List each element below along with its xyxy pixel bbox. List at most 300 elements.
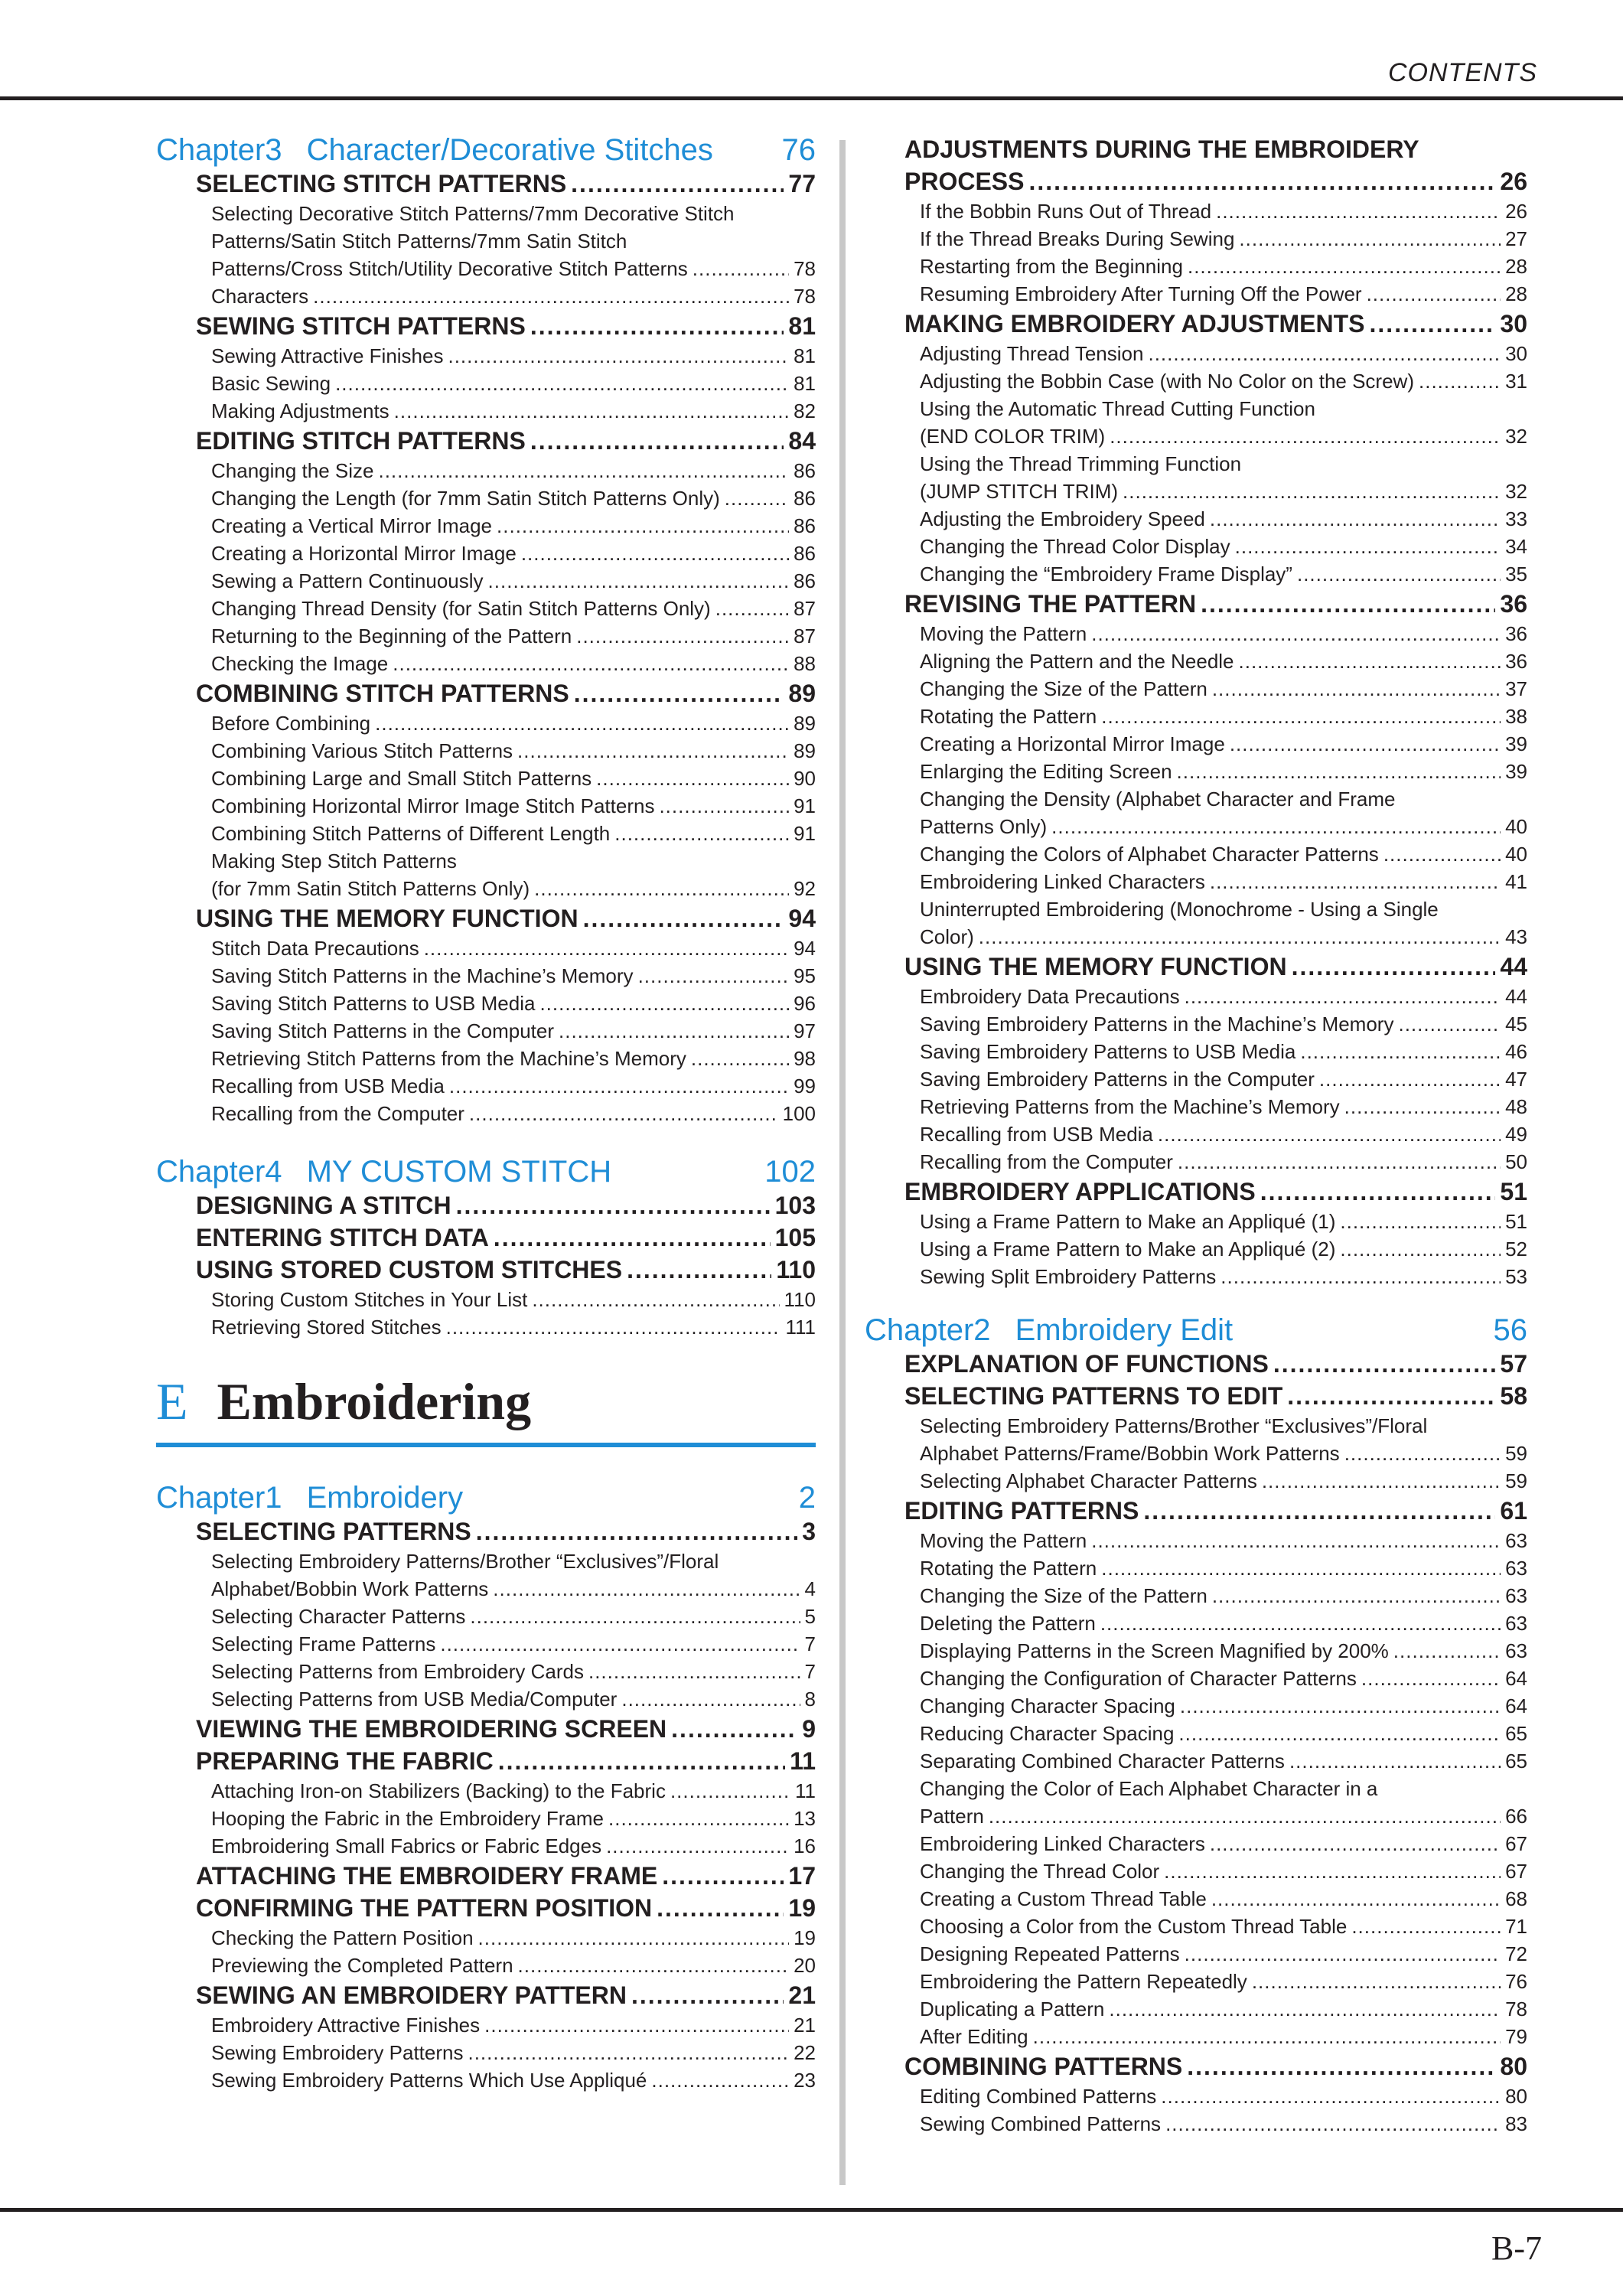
- section-page: 19: [788, 1894, 816, 1922]
- toc-item[interactable]: [196, 397, 816, 425]
- toc-item[interactable]: [196, 934, 816, 962]
- item-title: Previewing the Completed Pattern: [211, 1954, 513, 1977]
- toc-item[interactable]: [196, 1313, 816, 1341]
- toc-item[interactable]: [904, 2023, 1527, 2050]
- toc-item[interactable]: [904, 197, 1527, 225]
- item-title: Embroidering the Pattern Repeatedly: [920, 1970, 1247, 1993]
- toc-item[interactable]: [904, 1065, 1527, 1093]
- dot-leader: [574, 677, 784, 709]
- toc-section[interactable]: [196, 677, 816, 709]
- item-page: 16: [794, 1835, 816, 1857]
- dot-leader: [576, 622, 789, 650]
- dot-leader: [1187, 2050, 1495, 2082]
- toc-item[interactable]: [904, 675, 1527, 703]
- section-page: 89: [788, 680, 816, 707]
- dot-leader: [448, 342, 789, 370]
- item-title: Adjusting the Embroidery Speed: [920, 507, 1205, 530]
- item-page: 50: [1505, 1150, 1527, 1173]
- section-title: PREPARING THE FABRIC: [196, 1747, 494, 1775]
- item-title: Sewing Embroidery Patterns Which Use Appliqué: [211, 2069, 647, 2092]
- toc-item[interactable]: [904, 1527, 1527, 1554]
- item-page: 51: [1505, 1210, 1527, 1233]
- item-title: Patterns/Cross Stitch/Utility Decorative Stitch Patterns: [211, 257, 688, 280]
- item-page: 46: [1505, 1040, 1527, 1063]
- toc-item[interactable]: [904, 1968, 1527, 1995]
- dot-leader: [469, 1100, 778, 1127]
- dot-leader: [571, 168, 784, 200]
- toc-item[interactable]: [196, 512, 816, 540]
- toc-item[interactable]: [196, 255, 816, 282]
- dot-leader: [989, 1802, 1501, 1830]
- toc-item[interactable]: [904, 1637, 1527, 1665]
- item-page: 98: [794, 1047, 816, 1070]
- toc-section[interactable]: [196, 1860, 816, 1892]
- dot-leader: [335, 370, 789, 397]
- toc-section[interactable]: [904, 1495, 1527, 1527]
- dot-leader: [494, 1221, 771, 1254]
- dot-leader: [670, 1777, 790, 1805]
- section-title: DESIGNING A STITCH: [196, 1192, 451, 1219]
- dot-leader: [1211, 1885, 1501, 1913]
- item-title: Characters: [211, 285, 309, 308]
- toc-item[interactable]: [196, 2011, 816, 2039]
- item-title: Changing the Length (for 7mm Satin Stitch Patterns Only): [211, 487, 720, 510]
- item-page: 22: [794, 2041, 816, 2064]
- toc-section[interactable]: [196, 902, 816, 934]
- item-title: Rotating the Pattern: [920, 705, 1097, 728]
- item-page: 26: [1505, 200, 1527, 223]
- dot-leader: [1289, 1747, 1501, 1775]
- item-page: 100: [782, 1102, 816, 1125]
- section-title: EXPLANATION OF FUNCTIONS: [904, 1350, 1269, 1378]
- chapter-title: Embroidery: [306, 1481, 464, 1515]
- toc-item[interactable]: [196, 342, 816, 370]
- chapter3-heading[interactable]: [156, 133, 816, 168]
- item-page: 43: [1505, 925, 1527, 948]
- item-title: If the Bobbin Runs Out of Thread: [920, 200, 1212, 223]
- item-title: Displaying Patterns in the Screen Magnified by 200%: [920, 1639, 1389, 1662]
- dot-leader: [614, 820, 789, 847]
- toc-item[interactable]: [196, 2066, 816, 2094]
- dot-leader: [1178, 1148, 1501, 1176]
- dot-leader: [1201, 588, 1495, 620]
- chapter4-heading[interactable]: [156, 1155, 816, 1189]
- toc-item[interactable]: [196, 875, 816, 902]
- dot-leader: [1161, 2082, 1501, 2110]
- item-page: 45: [1505, 1013, 1527, 1035]
- dot-leader: [1262, 1467, 1501, 1495]
- toc-item[interactable]: [904, 340, 1527, 367]
- toc-item[interactable]: [904, 1609, 1527, 1637]
- section-page: 94: [788, 905, 816, 932]
- toc-item[interactable]: [196, 1832, 816, 1860]
- chapter-number: Chapter3: [156, 133, 282, 167]
- item-title: Saving Stitch Patterns in the Computer: [211, 1019, 555, 1042]
- item-page: 97: [794, 1019, 816, 1042]
- toc-section[interactable]: [196, 1189, 816, 1221]
- toc-item[interactable]: [904, 1747, 1527, 1775]
- item-page: 27: [1505, 227, 1527, 250]
- toc-item[interactable]: [904, 2110, 1527, 2138]
- toc-item[interactable]: [904, 1802, 1527, 1830]
- dot-leader: [1340, 1235, 1501, 1263]
- toc-item[interactable]: [196, 1072, 816, 1100]
- item-page: 65: [1505, 1750, 1527, 1773]
- dot-leader: [1212, 675, 1501, 703]
- item-title: Pattern: [920, 1805, 984, 1828]
- toc-item[interactable]: [196, 765, 816, 792]
- toc-item[interactable]: [196, 484, 816, 512]
- toc-item[interactable]: [904, 478, 1527, 505]
- toc-item[interactable]: [904, 1554, 1527, 1582]
- toc-item[interactable]: [904, 1913, 1527, 1940]
- item-title: Making Adjustments: [211, 400, 389, 422]
- dot-leader: [1143, 1495, 1495, 1527]
- toc-item[interactable]: [904, 505, 1527, 533]
- item-title: (for 7mm Satin Stitch Patterns Only): [211, 877, 530, 900]
- section-page: 61: [1500, 1497, 1527, 1525]
- toc-item[interactable]: [196, 1952, 816, 1979]
- toc-section[interactable]: [904, 1380, 1527, 1412]
- item-title: Embroidery Attractive Finishes: [211, 2014, 481, 2037]
- toc-item[interactable]: [196, 282, 816, 310]
- dot-leader: [651, 2066, 789, 2094]
- toc-item[interactable]: [196, 1805, 816, 1832]
- item-page: 59: [1505, 1442, 1527, 1465]
- dot-leader: [1273, 1348, 1496, 1380]
- chapter3-contents: [156, 168, 816, 1127]
- toc-section[interactable]: [196, 1745, 816, 1777]
- item-page: 86: [794, 459, 816, 482]
- dot-leader: [1210, 1830, 1501, 1857]
- toc-item[interactable]: [904, 868, 1527, 895]
- section-title: ENTERING STITCH DATA: [196, 1224, 489, 1251]
- toc-item[interactable]: [904, 367, 1527, 395]
- toc-item[interactable]: [196, 1658, 816, 1685]
- item-page: 63: [1505, 1639, 1527, 1662]
- item-title: Alphabet Patterns/Frame/Bobbin Work Patterns: [920, 1442, 1340, 1465]
- item-page: 67: [1505, 1832, 1527, 1855]
- toc-item[interactable]: [904, 703, 1527, 730]
- section-page: 80: [1500, 2053, 1527, 2080]
- item-title: Creating a Horizontal Mirror Image: [920, 732, 1225, 755]
- toc-item[interactable]: [904, 1830, 1527, 1857]
- toc-item[interactable]: [196, 1575, 816, 1603]
- dot-leader: [631, 1979, 784, 2011]
- toc-item[interactable]: [904, 1120, 1527, 1148]
- toc-item[interactable]: [904, 1093, 1527, 1120]
- toc-item[interactable]: [904, 1940, 1527, 1968]
- item-page: 65: [1505, 1722, 1527, 1745]
- toc-section[interactable]: [196, 1221, 816, 1254]
- chapter2-heading[interactable]: [865, 1313, 1527, 1348]
- toc-section[interactable]: [196, 425, 816, 457]
- item-page: 88: [794, 652, 816, 675]
- chapter1-heading[interactable]: [156, 1481, 816, 1515]
- dot-leader: [539, 990, 789, 1017]
- dot-leader: [1344, 1440, 1501, 1467]
- toc-item[interactable]: [196, 457, 816, 484]
- item-page: 39: [1505, 760, 1527, 783]
- item-page: 67: [1505, 1860, 1527, 1883]
- dot-leader: [468, 2039, 789, 2066]
- dot-leader: [440, 1630, 800, 1658]
- toc-item[interactable]: [904, 983, 1527, 1010]
- toc-item[interactable]: [196, 1924, 816, 1952]
- chapter-title: MY CUSTOM STITCH: [306, 1155, 612, 1189]
- part-title: Embroidering: [217, 1372, 532, 1430]
- item-title: Moving the Pattern: [920, 1529, 1087, 1552]
- toc-item[interactable]: [904, 422, 1527, 450]
- dot-leader: [493, 1575, 800, 1603]
- toc-item[interactable]: [196, 737, 816, 765]
- toc-item[interactable]: [904, 1720, 1527, 1747]
- toc-item[interactable]: [904, 253, 1527, 280]
- toc-item[interactable]: [904, 1263, 1527, 1290]
- item-page: 80: [1505, 2085, 1527, 2108]
- chapter-page: 56: [1493, 1313, 1527, 1347]
- chapter1-contents: [156, 1515, 816, 2094]
- toc-section[interactable]: [196, 1713, 816, 1745]
- toc-item[interactable]: [904, 1038, 1527, 1065]
- section-title: COMBINING PATTERNS: [904, 2053, 1183, 2080]
- toc-item[interactable]: [196, 1286, 816, 1313]
- section-page: 36: [1500, 590, 1527, 618]
- toc-item[interactable]: [904, 1148, 1527, 1176]
- toc-item[interactable]: [196, 1685, 816, 1713]
- chapter-number: Chapter4: [156, 1155, 282, 1189]
- toc-item[interactable]: [904, 647, 1527, 675]
- item-page: 90: [794, 767, 816, 790]
- item-title: Alphabet/Bobbin Work Patterns: [211, 1577, 489, 1600]
- item-title: Selecting Frame Patterns: [211, 1632, 436, 1655]
- item-page: 82: [794, 400, 816, 422]
- item-title: Embroidering Small Fabrics or Fabric Edges: [211, 1835, 602, 1857]
- toc-item-line: Patterns/Satin Stitch Patterns/7mm Satin Stitch: [211, 230, 627, 253]
- toc-item[interactable]: [196, 709, 816, 737]
- toc-section[interactable]: [196, 168, 816, 200]
- toc-section[interactable]: [196, 1515, 816, 1548]
- item-title: Restarting from the Beginning: [920, 255, 1183, 278]
- toc-item[interactable]: [196, 595, 816, 622]
- item-page: 89: [794, 739, 816, 762]
- item-title: Attaching Iron-on Stabilizers (Backing) to the Fabric: [211, 1779, 666, 1802]
- toc-section[interactable]: [904, 951, 1527, 983]
- item-page: 21: [794, 2014, 816, 2037]
- dot-leader: [1239, 647, 1501, 675]
- item-page: 79: [1505, 2025, 1527, 2048]
- toc-section[interactable]: [904, 308, 1527, 340]
- toc-item[interactable]: [196, 1777, 816, 1805]
- chapter2-contents: [865, 1348, 1527, 2138]
- section-title: REVISING THE PATTERN: [904, 590, 1197, 618]
- dot-leader: [456, 1189, 771, 1221]
- dot-leader: [596, 765, 789, 792]
- toc-item[interactable]: [196, 990, 816, 1017]
- toc-item[interactable]: [904, 280, 1527, 308]
- item-title: Changing Thread Density (for Satin Stitch Patterns Only): [211, 597, 711, 620]
- part-letter: E: [156, 1372, 188, 1430]
- toc-item[interactable]: [904, 1857, 1527, 1885]
- item-page: 39: [1505, 732, 1527, 755]
- toc-item[interactable]: [904, 1010, 1527, 1038]
- section-page: 26: [1500, 168, 1527, 195]
- dot-leader: [1178, 1720, 1501, 1747]
- toc-item[interactable]: [904, 1440, 1527, 1467]
- toc-item[interactable]: [904, 533, 1527, 560]
- item-page: 64: [1505, 1667, 1527, 1690]
- toc-item[interactable]: [904, 1235, 1527, 1263]
- section-page: 44: [1500, 953, 1527, 980]
- item-title: Changing the Configuration of Character Patterns: [920, 1667, 1357, 1690]
- toc-section[interactable]: [904, 1348, 1527, 1380]
- dot-leader: [1419, 367, 1501, 395]
- toc-section[interactable]: [904, 1176, 1527, 1208]
- toc-item[interactable]: [196, 1100, 816, 1127]
- toc-item[interactable]: [196, 1045, 816, 1072]
- section-title: USING THE MEMORY FUNCTION: [196, 905, 578, 932]
- section-title: SEWING STITCH PATTERNS: [196, 312, 526, 340]
- item-page: 8: [804, 1688, 816, 1711]
- section-page: 17: [788, 1862, 816, 1890]
- dot-leader: [378, 457, 789, 484]
- dot-leader: [1239, 225, 1501, 253]
- toc-item[interactable]: [196, 650, 816, 677]
- toc-item[interactable]: [196, 1017, 816, 1045]
- dot-leader: [446, 1313, 781, 1341]
- toc-section[interactable]: [904, 2050, 1527, 2082]
- toc-item[interactable]: [904, 758, 1527, 785]
- toc-item[interactable]: [904, 923, 1527, 951]
- dot-leader: [313, 282, 789, 310]
- toc-item[interactable]: [904, 620, 1527, 647]
- toc-item[interactable]: [904, 2082, 1527, 2110]
- dot-leader: [1051, 813, 1501, 840]
- item-title: Changing the Size of the Pattern: [920, 677, 1207, 700]
- toc-item[interactable]: [904, 840, 1527, 868]
- section-title: SELECTING PATTERNS TO EDIT: [904, 1382, 1283, 1410]
- toc-item[interactable]: [904, 1208, 1527, 1235]
- item-title: Selecting Patterns from Embroidery Cards: [211, 1660, 584, 1683]
- page-number: B-7: [1491, 2229, 1542, 2267]
- item-title: Enlarging the Editing Screen: [920, 760, 1172, 783]
- dot-leader: [659, 792, 789, 820]
- toc-section[interactable]: [196, 1892, 816, 1924]
- item-page: 20: [794, 1954, 816, 1977]
- section-page: 84: [788, 427, 816, 455]
- item-page: 99: [794, 1075, 816, 1097]
- toc-item[interactable]: [196, 1603, 816, 1630]
- dot-leader: [1177, 758, 1501, 785]
- toc-item[interactable]: [196, 567, 816, 595]
- dot-leader: [671, 1713, 797, 1745]
- item-page: 71: [1505, 1915, 1527, 1938]
- toc-section[interactable]: [904, 165, 1527, 197]
- toc-item[interactable]: [196, 2039, 816, 2066]
- dot-leader: [1109, 1995, 1501, 2023]
- item-title: Changing the Colors of Alphabet Character Patterns: [920, 843, 1379, 866]
- item-title: Using a Frame Pattern to Make an Appliqué (2): [920, 1238, 1336, 1261]
- dot-leader: [1221, 1263, 1501, 1290]
- dot-leader: [1180, 1692, 1501, 1720]
- dot-leader: [1110, 422, 1501, 450]
- toc-item[interactable]: [196, 792, 816, 820]
- chapter-title: Character/Decorative Stitches: [306, 133, 713, 167]
- toc-item[interactable]: [196, 962, 816, 990]
- section-title: PROCESS: [904, 168, 1025, 195]
- item-page: 41: [1505, 870, 1527, 893]
- chapter-page: 102: [764, 1155, 816, 1189]
- dot-leader: [1165, 2110, 1501, 2138]
- section-title: EDITING PATTERNS: [904, 1497, 1139, 1525]
- toc-section[interactable]: [196, 1979, 816, 2011]
- toc-section[interactable]: [196, 1254, 816, 1286]
- dot-leader: [1101, 703, 1501, 730]
- right-column: [865, 133, 1527, 2138]
- toc-item-line: Selecting Embroidery Patterns/Brother “Exclusives”/Floral: [211, 1550, 719, 1573]
- toc-item[interactable]: [904, 560, 1527, 588]
- item-page: 11: [795, 1779, 816, 1802]
- item-page: 63: [1505, 1557, 1527, 1580]
- toc-item[interactable]: [904, 1692, 1527, 1720]
- item-page: 48: [1505, 1095, 1527, 1118]
- toc-item[interactable]: [904, 1885, 1527, 1913]
- toc-item[interactable]: [196, 1630, 816, 1658]
- item-page: 63: [1505, 1612, 1527, 1635]
- section-title: USING STORED CUSTOM STITCHES: [196, 1256, 623, 1283]
- item-title: If the Thread Breaks During Sewing: [920, 227, 1235, 250]
- toc-item[interactable]: [904, 730, 1527, 758]
- toc-item[interactable]: [904, 225, 1527, 253]
- toc-section[interactable]: [196, 310, 816, 342]
- toc-item-line: Using the Thread Trimming Function: [920, 452, 1242, 475]
- toc-item[interactable]: [904, 1467, 1527, 1495]
- item-page: 5: [804, 1605, 816, 1628]
- item-page: 32: [1505, 480, 1527, 503]
- section-page: 3: [802, 1518, 816, 1545]
- dot-leader: [1351, 1913, 1501, 1940]
- toc-item[interactable]: [904, 1995, 1527, 2023]
- toc-item[interactable]: [196, 622, 816, 650]
- toc-item[interactable]: [196, 820, 816, 847]
- chapter-number: Chapter2: [865, 1313, 991, 1347]
- toc-item[interactable]: [904, 813, 1527, 840]
- item-page: 64: [1505, 1694, 1527, 1717]
- dot-leader: [1383, 840, 1501, 868]
- item-title: (JUMP STITCH TRIM): [920, 480, 1119, 503]
- toc-item[interactable]: [196, 370, 816, 397]
- toc-item-line: Changing the Color of Each Alphabet Character in a: [920, 1777, 1378, 1800]
- item-title: Rotating the Pattern: [920, 1557, 1097, 1580]
- item-title: Designing Repeated Patterns: [920, 1942, 1180, 1965]
- toc-item[interactable]: [904, 1665, 1527, 1692]
- dot-leader: [1300, 1038, 1501, 1065]
- item-page: 83: [1505, 2112, 1527, 2135]
- item-title: Deleting the Pattern: [920, 1612, 1096, 1635]
- item-page: 81: [794, 372, 816, 395]
- dot-leader: [1091, 1527, 1501, 1554]
- toc-item[interactable]: [904, 1582, 1527, 1609]
- item-page: 76: [1505, 1970, 1527, 1993]
- dot-leader: [517, 737, 789, 765]
- toc-section[interactable]: [904, 588, 1527, 620]
- toc-item-line: Changing the Density (Alphabet Character and Frame: [920, 788, 1396, 810]
- section-title: COMBINING STITCH PATTERNS: [196, 680, 569, 707]
- item-page: 86: [794, 542, 816, 565]
- toc-item[interactable]: [196, 540, 816, 567]
- item-page: 35: [1505, 563, 1527, 585]
- dot-leader: [1252, 1968, 1501, 1995]
